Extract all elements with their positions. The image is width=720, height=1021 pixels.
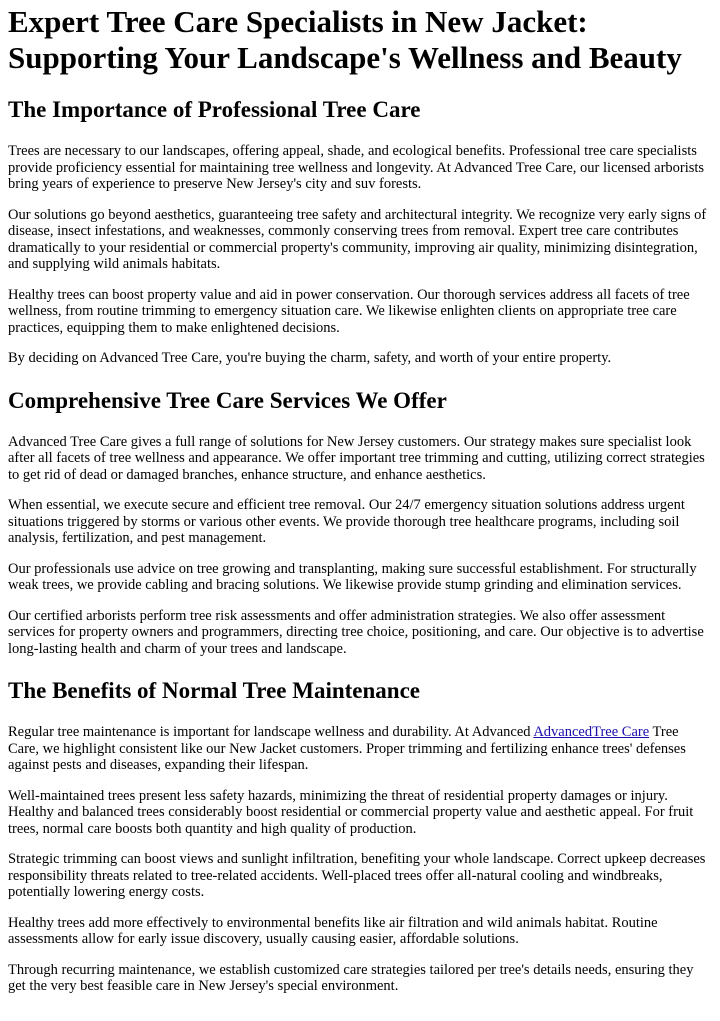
advanced-tree-care-link[interactable]: AdvancedTree Care (533, 724, 650, 740)
paragraph: Our solutions go beyond aesthetics, guaranteeing tree safety and architectural integrity. We recognize very early signs of disease, insect infestations, and weaknesses, commonly conserving trees from removal. Expert tree care contributes dramatically to your residential or commercial property's community, improving air quality, minimizing disintegration, and supplying wild animals habitats. (8, 206, 707, 272)
paragraph: Healthy trees add more effectively to environmental benefits like air filtration and wild animals habitat. Routine assessments allow for early issue discovery, usually causing easier, affordable solutions. (8, 914, 658, 947)
section-heading-benefits: The Benefits of Normal Tree Maintenance (8, 678, 421, 703)
paragraph: Our professionals use advice on tree growing and transplanting, making sure successful establishment. For structurally weak trees, we provide cabling and bracing solutions. We likewise provide stump grinding and elimination services. (8, 560, 697, 593)
paragraph: When essential, we execute secure and efficient tree removal. Our 24/7 emergency situation solutions address urgent situations triggered by storms or various other events. We provide thorough tree healthcare programs, including soil analysis, fertilization, and pest management. (8, 497, 685, 546)
paragraph-with-link (8, 724, 712, 774)
paragraph: Healthy trees can boost property value and aid in power conservation. Our thorough services address all facets of tree wellness, from routine trimming to emergency situation care. We likewise enlighten clients on appropriate tree care practices, equipping them to make enlightened decisions. (8, 286, 690, 336)
paragraph: Well-maintained trees present less safety hazards, minimizing the threat of residential property damages or injury. Healthy and balanced trees considerably boost residential or commercial property value and aesthetic appeal. For fruit trees, normal care boosts both quantity and high quality of production. (8, 787, 694, 837)
section-heading-importance: The Importance of Professional Tree Care (8, 97, 421, 122)
article (0, 4, 720, 995)
paragraph-text: Tree Care, we highlight consistent like our New Jacket customers. Proper trimming and fertilizing enhance trees' defenses against pests and diseases, expanding their lifespan. (8, 724, 686, 773)
paragraph: By deciding on Advanced Tree Care, you're buying the charm, safety, and worth of your entire property. (8, 350, 612, 366)
paragraph: Our certified arborists perform tree risk assessments and offer administration strategies. We also offer assessment services for property owners and programmers, directing tree choice, positioning, and care. Our objective is to advertise long-lasting health and charm of your trees and landscape. (8, 607, 704, 657)
paragraph: Through recurring maintenance, we establish customized care strategies tailored per tree's details needs, ensuring they get the very best feasible care in New Jersey's special environment. (8, 961, 694, 994)
page-title: Expert Tree Care Specialists in New Jacket: Supporting Your Landscape's Wellness and Beauty (8, 4, 682, 75)
paragraph-text: Regular tree maintenance is important for landscape wellness and durability. At Advanced (8, 724, 534, 740)
paragraph: Strategic trimming can boost views and sunlight infiltration, benefiting your whole landscape. Correct upkeep decreases responsibility threats related to tree-related accidents. Well-placed trees offer all-natural cooling and windbreaks, potentially lowering energy costs. (8, 851, 706, 900)
paragraph: Advanced Tree Care gives a full range of solutions for New Jersey customers. Our strategy makes sure specialist look after all facets of tree wellness and appearance. We offer important tree trimming and cutting, utilizing correct strategies to get rid of dead or damaged branches, enhance structure, and enhance aesthetics. (8, 433, 705, 483)
paragraph: Trees are necessary to our landscapes, offering appeal, shade, and ecological benefits. Professional tree care specialists provide proficiency essential for maintaining tree wellness and longevity. At Advanced Tree Care, our licensed arborists bring years of experience to preserve New Jersey's city and suv forests. (8, 143, 705, 192)
section-heading-services: Comprehensive Tree Care Services We Offer (8, 387, 447, 413)
